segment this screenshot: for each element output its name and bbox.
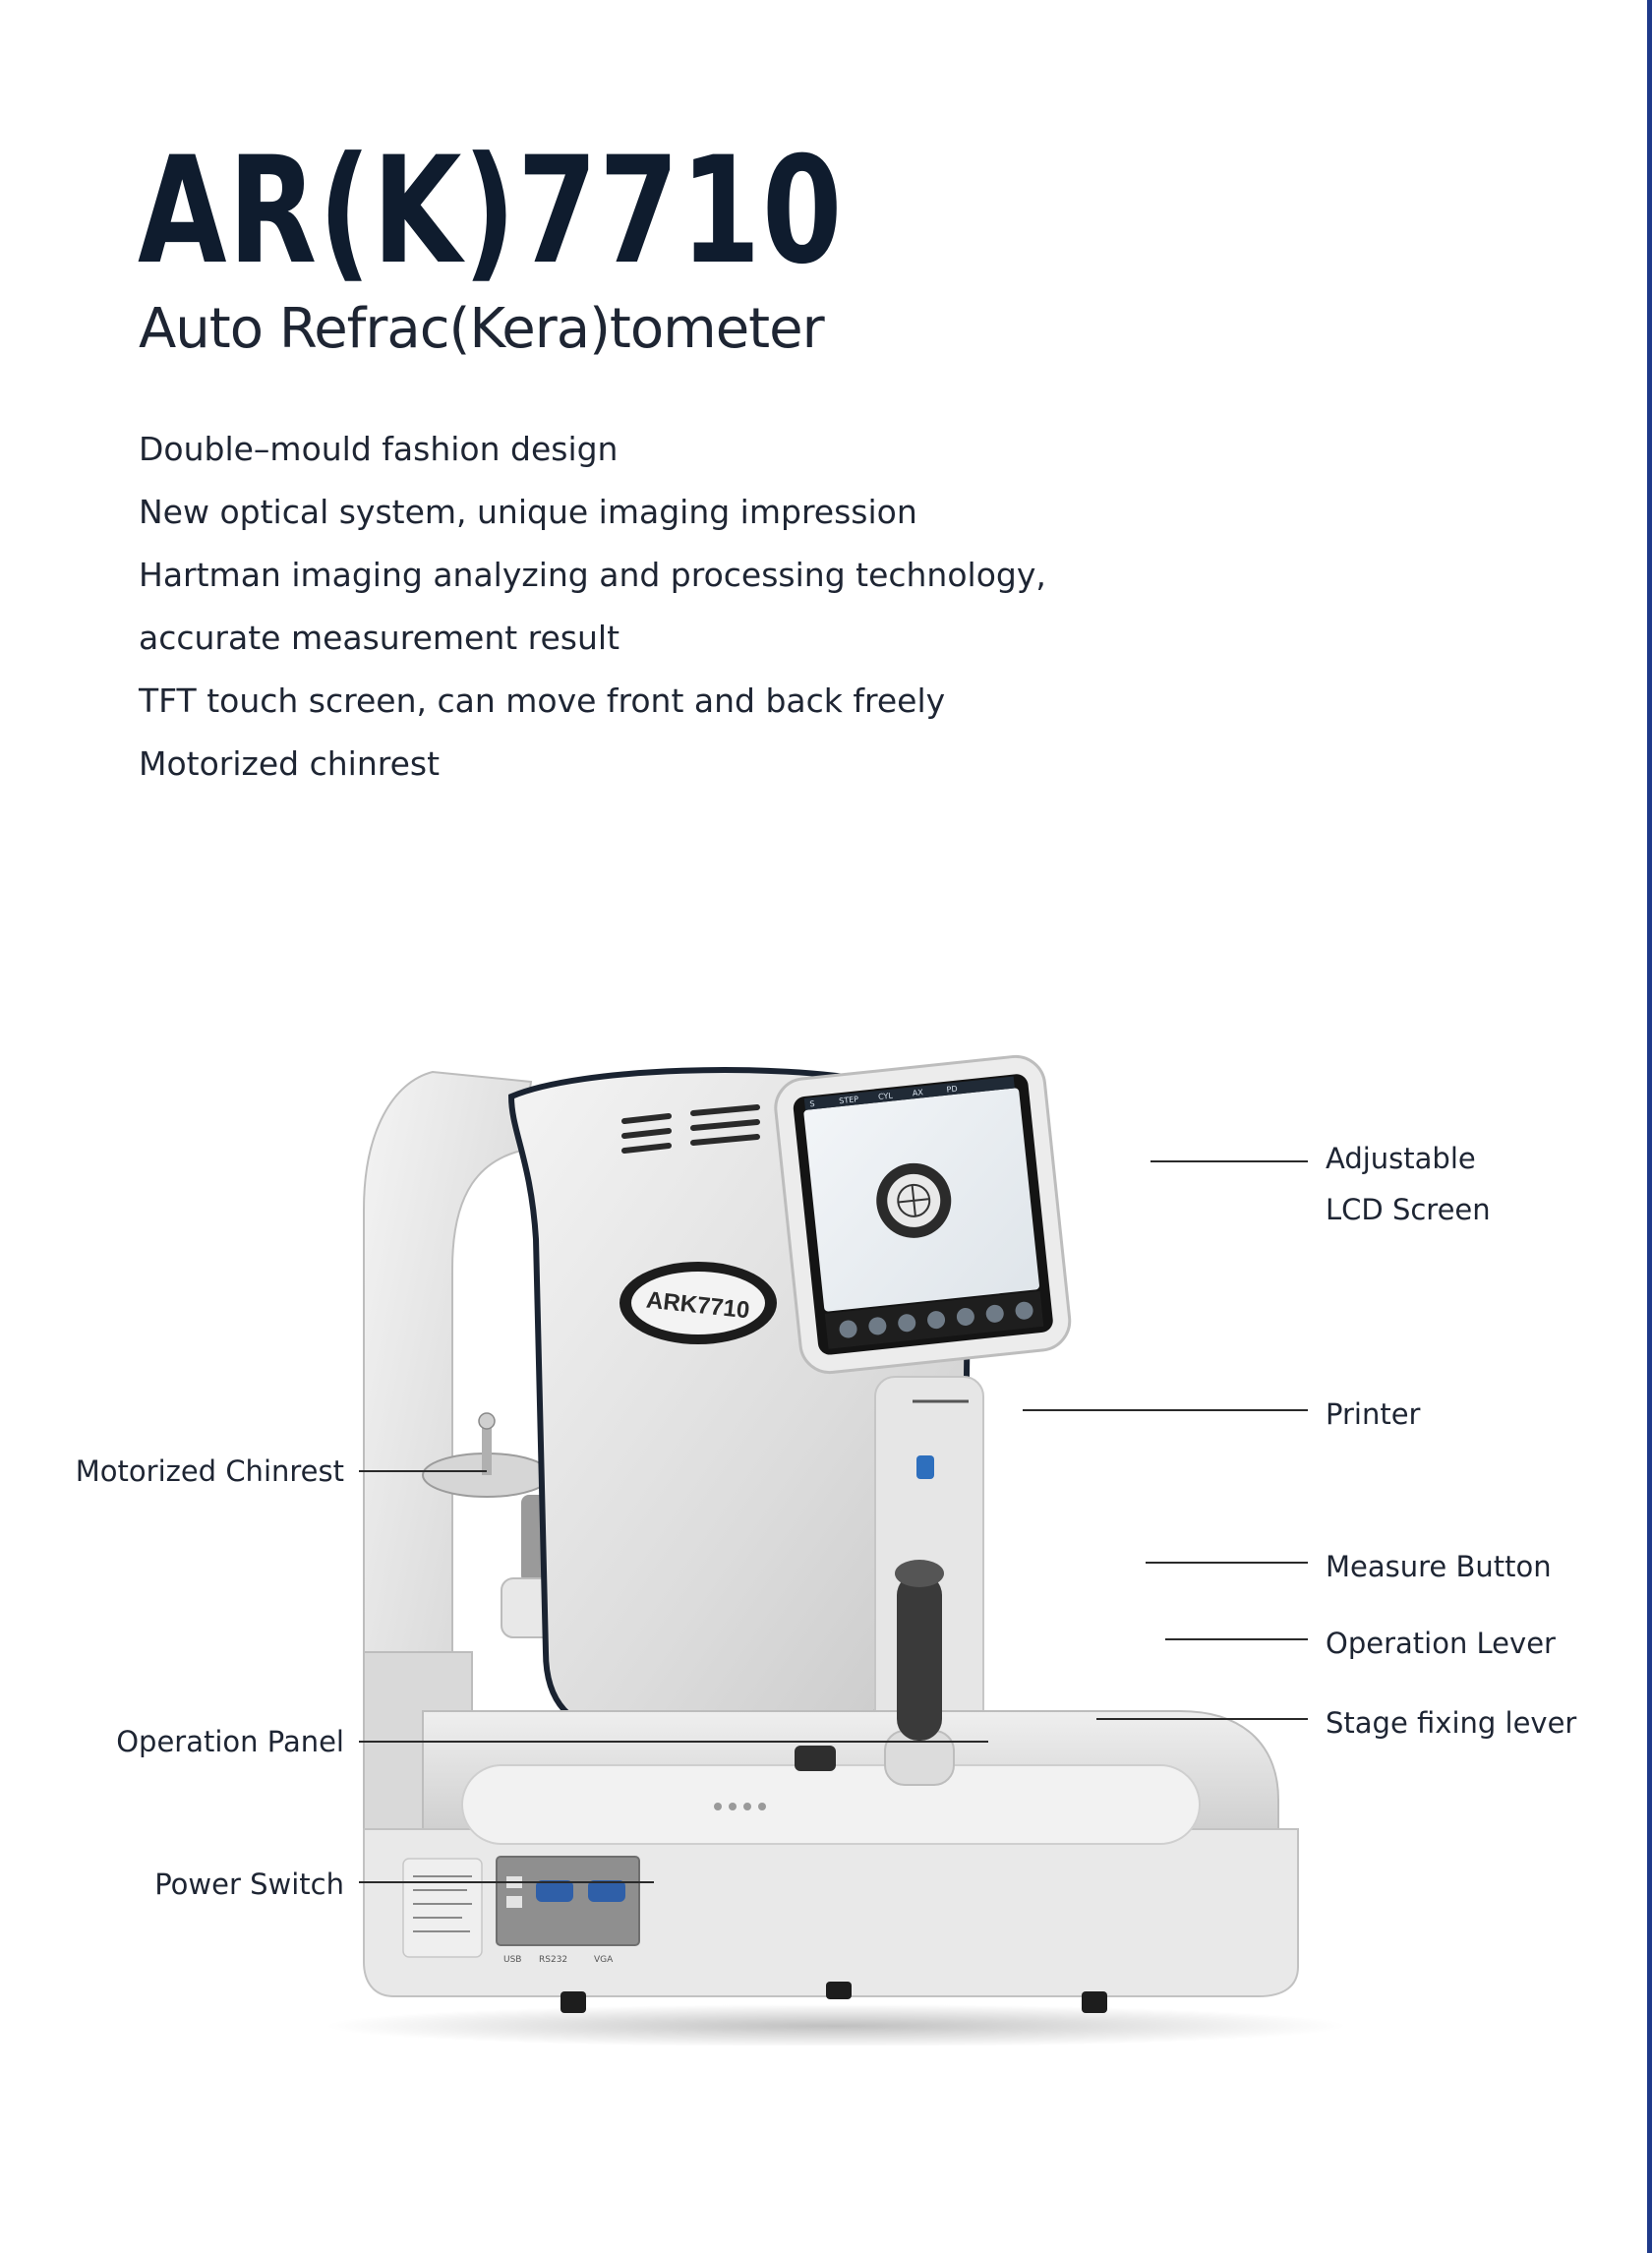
feature-item: Double–mould fashion design [139,430,619,468]
leader-printer [1023,1409,1308,1411]
leader-stage-lever [1096,1718,1308,1720]
callout-lcd-line2: LCD Screen [1326,1193,1491,1226]
vga-port[interactable] [588,1880,625,1902]
edge-accent-bar [1647,0,1652,2253]
measure-button[interactable] [895,1560,944,1587]
leader-chinrest [359,1470,487,1472]
model-title: AR(K)7710 [138,126,844,297]
operation-lever[interactable] [897,1573,942,1741]
feature-item: Motorized chinrest [139,744,441,783]
feature-item: New optical system, unique imaging impression [139,493,917,531]
floor-shadow [324,2004,1347,2045]
foot [1082,1991,1107,2013]
model-badge-text: ARK7710 [644,1286,751,1325]
lcd-screen[interactable] [773,1053,1073,1375]
leader-operation-lever [1165,1638,1308,1640]
chinrest-knob [479,1413,495,1429]
feature-item: accurate measurement result [139,619,620,657]
callout-operation-lever: Operation Lever [1326,1627,1556,1660]
lcd-tab[interactable]: S [808,1098,815,1109]
callout-lcd-line1: Adjustable [1326,1142,1476,1175]
port-label-usb: USB [503,1955,522,1965]
callout-power-switch: Power Switch [154,1868,344,1901]
callout-measure-button: Measure Button [1326,1550,1552,1583]
port-label-vga: VGA [594,1955,614,1965]
port-label-rs232: RS232 [539,1955,568,1965]
rs232-port[interactable] [536,1880,573,1902]
lcd-tab[interactable]: CYL [877,1091,894,1102]
feature-item: TFT touch screen, can move front and back freely [139,682,946,720]
leader-measure-button [1146,1562,1308,1564]
product-illustration [324,1042,1386,2045]
callout-chinrest: Motorized Chinrest [75,1454,344,1488]
foot [826,1982,852,1999]
lcd-tab[interactable]: AX [912,1088,924,1098]
leader-operation-panel [359,1741,988,1743]
lcd-tab[interactable]: PD [946,1084,959,1095]
callout-printer: Printer [1326,1397,1421,1431]
printer-logo [916,1455,934,1479]
stage-fixing-lever[interactable] [795,1746,836,1771]
feature-list [139,418,1046,796]
product-subtitle: Auto Refrac(Kera)tometer [139,297,824,361]
usb-port[interactable] [506,1896,522,1908]
callout-stage-lever: Stage fixing lever [1326,1706,1577,1740]
callout-operation-panel: Operation Panel [116,1725,344,1758]
side-label-plate [403,1859,482,1957]
stage-top [462,1765,1200,1844]
lcd-tab[interactable]: STEP [838,1095,859,1106]
callout-lcd-screen [1326,1133,1491,1235]
leader-lcd [1150,1160,1308,1162]
foot [560,1991,586,2013]
feature-item: Hartman imaging analyzing and processing technology, [139,556,1046,594]
leader-power-switch [359,1881,654,1883]
